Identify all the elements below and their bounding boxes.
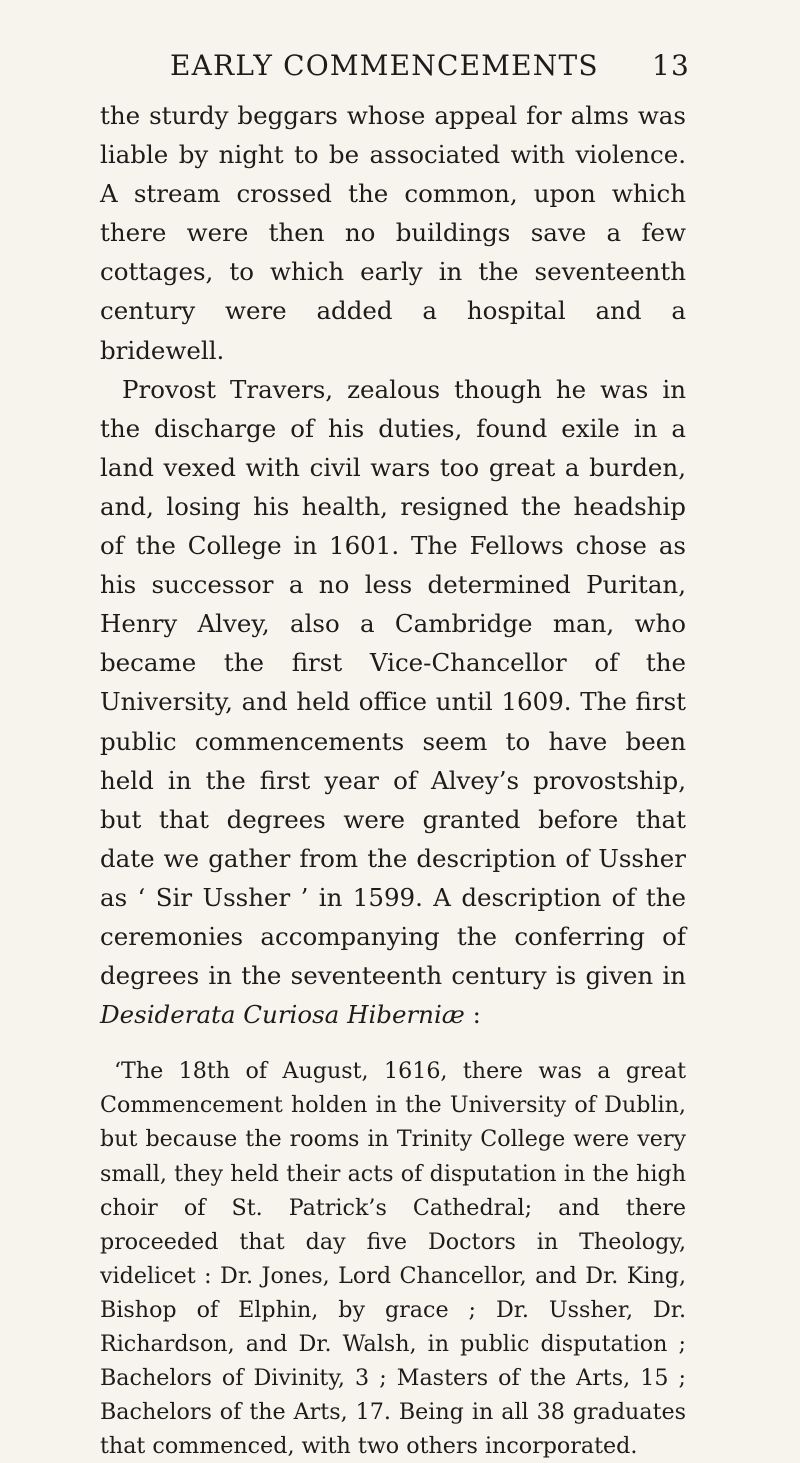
book-title-italic: Desiderata Curiosa Hiberniæ [100,1000,465,1030]
paragraph-text: Provost Travers, zealous though he was in the discharge of his duties, found exile in a land vexed with civil wars too great a burden, and, losing his health, resigned the headship of the College in 1601. The Fellows chose as his successor a no less determined Puritan, Henry Alvey, also a Cambridge man, who became the first Vice-Chancellor of the University, and held office until 1609. The first public commencements seem to have been held in the first year of Alvey’s provostship, but that degrees were granted before that date we gather from the description of Ussher as ‘ Sir Ussher ’ in 1599. A description of the ceremonies accompanying the conferring of degrees in the seventeenth century is given in [100,374,686,991]
chapter-title: EARLY COMMENCEMENTS [170,49,599,82]
block-quotation [100,1054,686,1463]
body-text [100,96,686,1463]
page-number: 13 [651,49,690,82]
paragraph-continuation [100,96,686,370]
quotation-text: ‘The 18th of August, 1616, there was a great Commencement holden in the University of Dublin, but because the rooms in Trinity College were very small, they held their acts of disputation in the high choir of St. Patrick’s Cathedral; and there proceeded that day five Doctors in Theology, videlicet : Dr. Jones, Lord Chancellor, and Dr. King, Bishop of Elphin, by grace ; Dr. Ussher, Dr. Richardson, and Dr. Walsh, in public disputation ; Bachelors of Divinity, 3 ; Masters of the Arts, 15 ; Bachelors of the Arts, 17. Being in all 38 graduates that commenced, with two others incorporated. [100,1058,686,1460]
running-header [170,46,690,86]
paragraph-provost-travers [100,370,686,1035]
paragraph-text: the sturdy beggars whose appeal for alms was liable by night to be associated with violence. A stream crossed the common, upon which there were then no buildings save a few cottages, to which early in the seventeenth century were added a hospital and a bridewell. [100,101,686,365]
paragraph-ending: : [464,1000,481,1030]
